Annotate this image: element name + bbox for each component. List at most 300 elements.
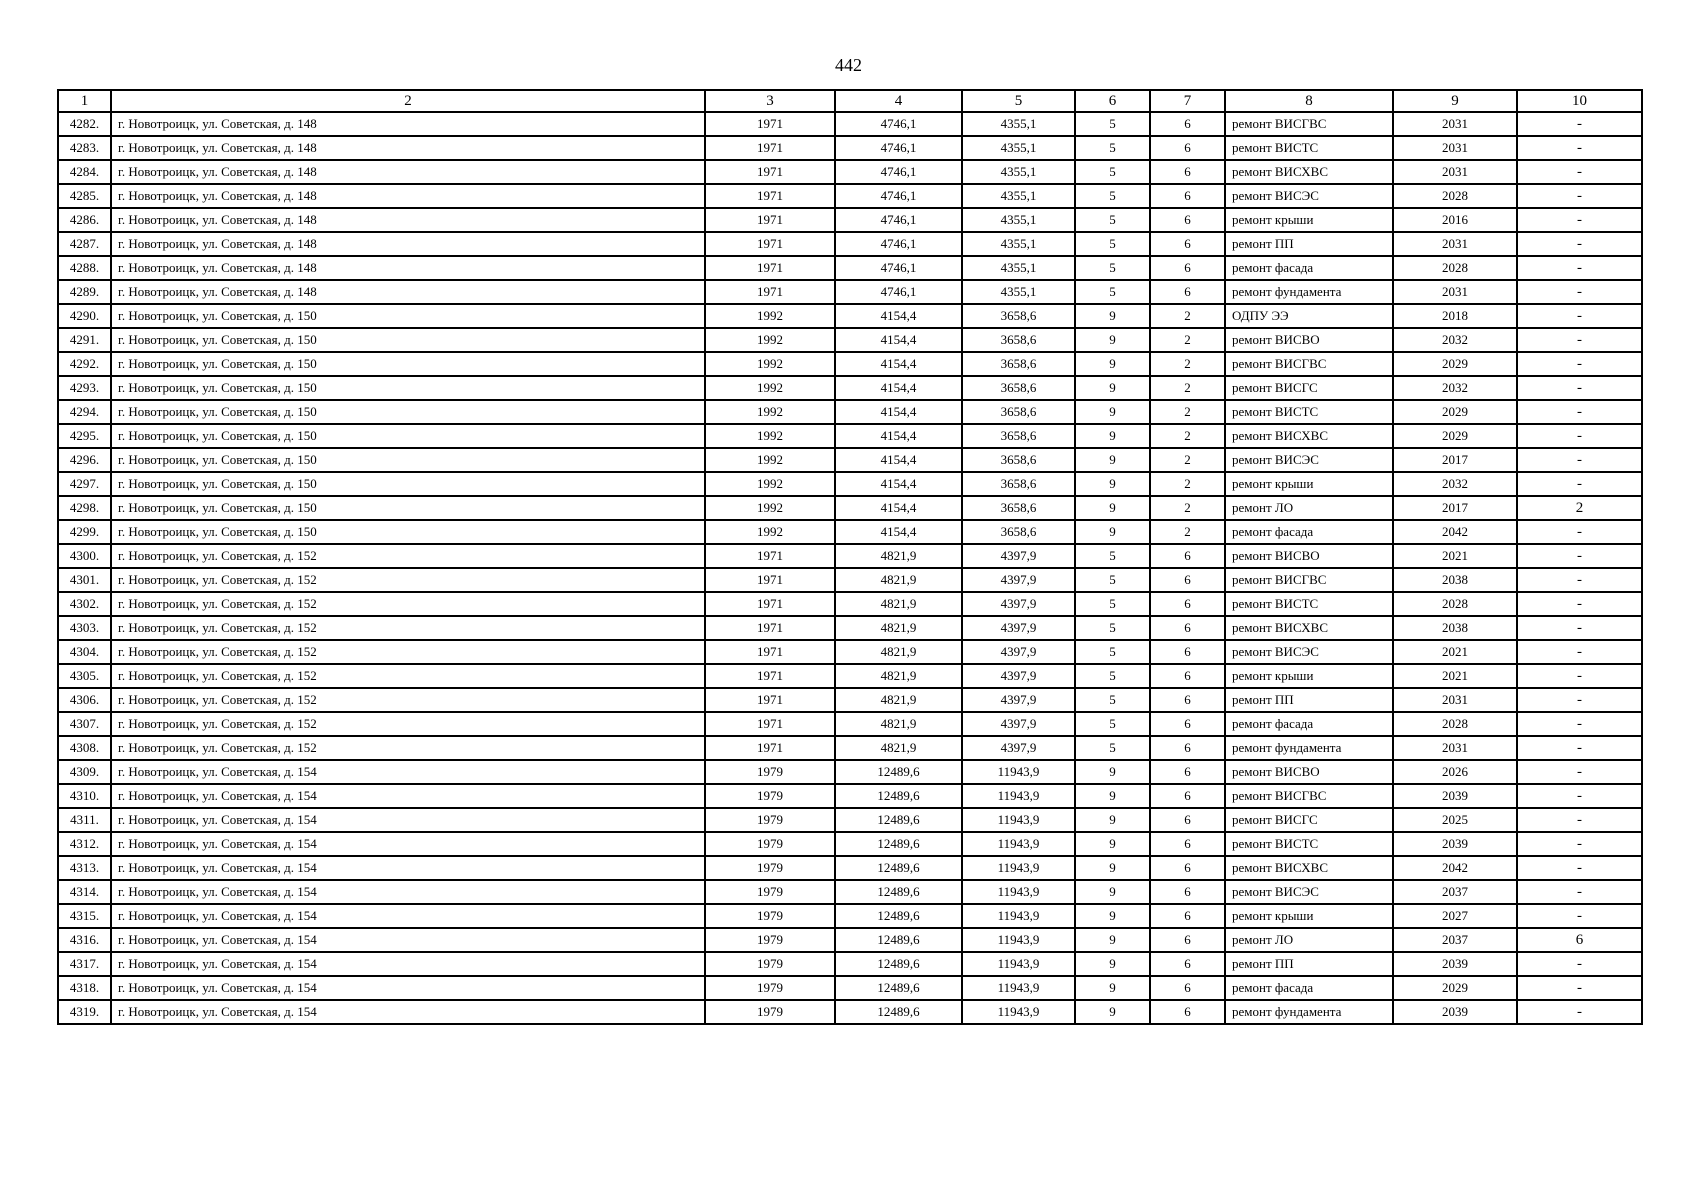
quantity-cell: - [1517, 472, 1642, 496]
planned-year-cell: 2031 [1393, 232, 1517, 256]
total-area-cell: 4821,9 [835, 640, 962, 664]
floors-cell: 9 [1075, 760, 1150, 784]
floors-cell: 5 [1075, 592, 1150, 616]
build-year-cell: 1971 [705, 184, 835, 208]
entrances-cell: 2 [1150, 448, 1225, 472]
total-area-cell: 12489,6 [835, 928, 962, 952]
entrances-cell: 6 [1150, 160, 1225, 184]
entrances-cell: 6 [1150, 784, 1225, 808]
floors-cell: 5 [1075, 640, 1150, 664]
total-area-cell: 4154,4 [835, 496, 962, 520]
quantity-cell: - [1517, 400, 1642, 424]
address-cell: г. Новотроицк, ул. Советская, д. 154 [111, 952, 705, 976]
quantity-cell: - [1517, 832, 1642, 856]
total-area-cell: 12489,6 [835, 976, 962, 1000]
floors-cell: 5 [1075, 208, 1150, 232]
living-area-cell: 4397,9 [962, 640, 1075, 664]
build-year-cell: 1971 [705, 232, 835, 256]
total-area-cell: 4746,1 [835, 232, 962, 256]
table-row [58, 280, 1642, 304]
floors-cell: 9 [1075, 520, 1150, 544]
floors-cell: 9 [1075, 352, 1150, 376]
total-area-cell: 4154,4 [835, 448, 962, 472]
planned-year-cell: 2029 [1393, 400, 1517, 424]
floors-cell: 5 [1075, 616, 1150, 640]
address-cell: г. Новотроицк, ул. Советская, д. 150 [111, 400, 705, 424]
quantity-cell: - [1517, 952, 1642, 976]
row-number-cell: 4297. [58, 472, 111, 496]
total-area-cell: 12489,6 [835, 832, 962, 856]
work-type-cell: ремонт крыши [1225, 664, 1393, 688]
table-row [58, 976, 1642, 1000]
column-header: 3 [705, 90, 835, 112]
planned-year-cell: 2029 [1393, 352, 1517, 376]
quantity-cell: - [1517, 256, 1642, 280]
total-area-cell: 4154,4 [835, 520, 962, 544]
build-year-cell: 1971 [705, 256, 835, 280]
total-area-cell: 12489,6 [835, 784, 962, 808]
build-year-cell: 1992 [705, 400, 835, 424]
build-year-cell: 1992 [705, 304, 835, 328]
row-number-cell: 4314. [58, 880, 111, 904]
floors-cell: 5 [1075, 568, 1150, 592]
living-area-cell: 11943,9 [962, 832, 1075, 856]
total-area-cell: 4746,1 [835, 184, 962, 208]
planned-year-cell: 2028 [1393, 712, 1517, 736]
row-number-cell: 4310. [58, 784, 111, 808]
quantity-cell: - [1517, 856, 1642, 880]
entrances-cell: 6 [1150, 256, 1225, 280]
table-row [58, 184, 1642, 208]
living-area-cell: 4355,1 [962, 256, 1075, 280]
table-row [58, 376, 1642, 400]
row-number-cell: 4303. [58, 616, 111, 640]
quantity-cell: - [1517, 736, 1642, 760]
entrances-cell: 6 [1150, 856, 1225, 880]
planned-year-cell: 2017 [1393, 496, 1517, 520]
living-area-cell: 4355,1 [962, 280, 1075, 304]
build-year-cell: 1992 [705, 352, 835, 376]
build-year-cell: 1971 [705, 712, 835, 736]
planned-year-cell: 2016 [1393, 208, 1517, 232]
floors-cell: 9 [1075, 376, 1150, 400]
quantity-cell: - [1517, 304, 1642, 328]
row-number-cell: 4290. [58, 304, 111, 328]
table-row [58, 784, 1642, 808]
row-number-cell: 4313. [58, 856, 111, 880]
planned-year-cell: 2028 [1393, 592, 1517, 616]
entrances-cell: 6 [1150, 808, 1225, 832]
row-number-cell: 4291. [58, 328, 111, 352]
work-type-cell: ремонт ВИСТС [1225, 832, 1393, 856]
build-year-cell: 1979 [705, 832, 835, 856]
living-area-cell: 4397,9 [962, 592, 1075, 616]
work-type-cell: ремонт ПП [1225, 952, 1393, 976]
work-type-cell: ремонт фасада [1225, 520, 1393, 544]
build-year-cell: 1971 [705, 592, 835, 616]
build-year-cell: 1992 [705, 328, 835, 352]
address-cell: г. Новотроицк, ул. Советская, д. 148 [111, 112, 705, 136]
quantity-cell: - [1517, 280, 1642, 304]
floors-cell: 5 [1075, 136, 1150, 160]
build-year-cell: 1971 [705, 136, 835, 160]
living-area-cell: 4355,1 [962, 112, 1075, 136]
work-type-cell: ремонт ВИСГВС [1225, 784, 1393, 808]
living-area-cell: 4397,9 [962, 736, 1075, 760]
row-number-cell: 4296. [58, 448, 111, 472]
total-area-cell: 4746,1 [835, 208, 962, 232]
quantity-cell: - [1517, 664, 1642, 688]
entrances-cell: 2 [1150, 352, 1225, 376]
address-cell: г. Новотроицк, ул. Советская, д. 148 [111, 280, 705, 304]
quantity-cell: - [1517, 592, 1642, 616]
floors-cell: 5 [1075, 256, 1150, 280]
quantity-cell: - [1517, 880, 1642, 904]
work-type-cell: ремонт ВИСТС [1225, 592, 1393, 616]
total-area-cell: 12489,6 [835, 1000, 962, 1024]
living-area-cell: 11943,9 [962, 1000, 1075, 1024]
address-cell: г. Новотроицк, ул. Советская, д. 150 [111, 424, 705, 448]
build-year-cell: 1971 [705, 664, 835, 688]
floors-cell: 9 [1075, 856, 1150, 880]
entrances-cell: 6 [1150, 616, 1225, 640]
work-type-cell: ремонт фундамента [1225, 736, 1393, 760]
build-year-cell: 1971 [705, 208, 835, 232]
row-number-cell: 4289. [58, 280, 111, 304]
quantity-cell: - [1517, 232, 1642, 256]
work-type-cell: ремонт ВИСГС [1225, 808, 1393, 832]
total-area-cell: 4821,9 [835, 664, 962, 688]
quantity-cell: 6 [1517, 928, 1642, 952]
table-row [58, 952, 1642, 976]
table-row [58, 592, 1642, 616]
floors-cell: 9 [1075, 928, 1150, 952]
entrances-cell: 6 [1150, 592, 1225, 616]
quantity-cell: 2 [1517, 496, 1642, 520]
table-row [58, 640, 1642, 664]
address-cell: г. Новотроицк, ул. Советская, д. 150 [111, 352, 705, 376]
work-type-cell: ремонт фундамента [1225, 1000, 1393, 1024]
planned-year-cell: 2042 [1393, 520, 1517, 544]
build-year-cell: 1979 [705, 928, 835, 952]
entrances-cell: 6 [1150, 712, 1225, 736]
row-number-cell: 4317. [58, 952, 111, 976]
living-area-cell: 4355,1 [962, 184, 1075, 208]
living-area-cell: 3658,6 [962, 496, 1075, 520]
quantity-cell: - [1517, 640, 1642, 664]
table-row [58, 448, 1642, 472]
row-number-cell: 4282. [58, 112, 111, 136]
entrances-cell: 6 [1150, 760, 1225, 784]
build-year-cell: 1992 [705, 520, 835, 544]
page-number: 442 [835, 55, 862, 75]
floors-cell: 5 [1075, 280, 1150, 304]
build-year-cell: 1979 [705, 952, 835, 976]
address-cell: г. Новотроицк, ул. Советская, д. 154 [111, 832, 705, 856]
build-year-cell: 1979 [705, 784, 835, 808]
row-number-cell: 4288. [58, 256, 111, 280]
table-row [58, 496, 1642, 520]
row-number-cell: 4300. [58, 544, 111, 568]
floors-cell: 9 [1075, 976, 1150, 1000]
planned-year-cell: 2037 [1393, 928, 1517, 952]
quantity-cell: - [1517, 112, 1642, 136]
work-type-cell: ремонт ВИСХВС [1225, 424, 1393, 448]
total-area-cell: 4821,9 [835, 616, 962, 640]
build-year-cell: 1979 [705, 1000, 835, 1024]
address-cell: г. Новотроицк, ул. Советская, д. 154 [111, 856, 705, 880]
total-area-cell: 12489,6 [835, 904, 962, 928]
floors-cell: 9 [1075, 952, 1150, 976]
row-number-cell: 4318. [58, 976, 111, 1000]
table-row [58, 880, 1642, 904]
table-row [58, 208, 1642, 232]
planned-year-cell: 2039 [1393, 784, 1517, 808]
entrances-cell: 6 [1150, 112, 1225, 136]
column-header: 10 [1517, 90, 1642, 112]
entrances-cell: 6 [1150, 976, 1225, 1000]
quantity-cell: - [1517, 544, 1642, 568]
total-area-cell: 4746,1 [835, 280, 962, 304]
entrances-cell: 6 [1150, 184, 1225, 208]
planned-year-cell: 2028 [1393, 256, 1517, 280]
floors-cell: 9 [1075, 448, 1150, 472]
build-year-cell: 1979 [705, 880, 835, 904]
planned-year-cell: 2032 [1393, 376, 1517, 400]
address-cell: г. Новотроицк, ул. Советская, д. 148 [111, 232, 705, 256]
table-row [58, 904, 1642, 928]
address-cell: г. Новотроицк, ул. Советская, д. 148 [111, 208, 705, 232]
address-cell: г. Новотроицк, ул. Советская, д. 152 [111, 664, 705, 688]
living-area-cell: 11943,9 [962, 952, 1075, 976]
total-area-cell: 4746,1 [835, 136, 962, 160]
total-area-cell: 4821,9 [835, 592, 962, 616]
column-header: 9 [1393, 90, 1517, 112]
floors-cell: 5 [1075, 232, 1150, 256]
address-cell: г. Новотроицк, ул. Советская, д. 152 [111, 688, 705, 712]
quantity-cell: - [1517, 352, 1642, 376]
quantity-cell: - [1517, 448, 1642, 472]
address-cell: г. Новотроицк, ул. Советская, д. 148 [111, 136, 705, 160]
planned-year-cell: 2031 [1393, 736, 1517, 760]
address-cell: г. Новотроицк, ул. Советская, д. 150 [111, 328, 705, 352]
address-cell: г. Новотроицк, ул. Советская, д. 152 [111, 616, 705, 640]
address-cell: г. Новотроицк, ул. Советская, д. 152 [111, 640, 705, 664]
entrances-cell: 2 [1150, 304, 1225, 328]
table-row [58, 856, 1642, 880]
planned-year-cell: 2031 [1393, 280, 1517, 304]
living-area-cell: 11943,9 [962, 904, 1075, 928]
work-type-cell: ремонт фасада [1225, 712, 1393, 736]
work-type-cell: ремонт ВИСГВС [1225, 568, 1393, 592]
quantity-cell: - [1517, 520, 1642, 544]
entrances-cell: 6 [1150, 736, 1225, 760]
build-year-cell: 1971 [705, 112, 835, 136]
total-area-cell: 4154,4 [835, 376, 962, 400]
table-row [58, 400, 1642, 424]
table-row [58, 1000, 1642, 1024]
work-type-cell: ремонт крыши [1225, 904, 1393, 928]
planned-year-cell: 2017 [1393, 448, 1517, 472]
quantity-cell: - [1517, 1000, 1642, 1024]
address-cell: г. Новотроицк, ул. Советская, д. 150 [111, 376, 705, 400]
entrances-cell: 2 [1150, 400, 1225, 424]
address-cell: г. Новотроицк, ул. Советская, д. 154 [111, 976, 705, 1000]
total-area-cell: 4154,4 [835, 328, 962, 352]
work-type-cell: ремонт ВИСХВС [1225, 160, 1393, 184]
planned-year-cell: 2039 [1393, 952, 1517, 976]
row-number-cell: 4306. [58, 688, 111, 712]
row-number-cell: 4301. [58, 568, 111, 592]
total-area-cell: 4154,4 [835, 424, 962, 448]
entrances-cell: 2 [1150, 496, 1225, 520]
living-area-cell: 11943,9 [962, 928, 1075, 952]
floors-cell: 9 [1075, 880, 1150, 904]
row-number-cell: 4292. [58, 352, 111, 376]
work-type-cell: ремонт ВИСЭС [1225, 880, 1393, 904]
entrances-cell: 6 [1150, 280, 1225, 304]
row-number-cell: 4305. [58, 664, 111, 688]
floors-cell: 9 [1075, 904, 1150, 928]
quantity-cell: - [1517, 184, 1642, 208]
row-number-cell: 4285. [58, 184, 111, 208]
table-row [58, 304, 1642, 328]
work-type-cell: ремонт ВИСЭС [1225, 448, 1393, 472]
planned-year-cell: 2031 [1393, 688, 1517, 712]
row-number-cell: 4293. [58, 376, 111, 400]
work-type-cell: ремонт ВИСВО [1225, 544, 1393, 568]
entrances-cell: 2 [1150, 520, 1225, 544]
work-type-cell: ремонт ВИСТС [1225, 400, 1393, 424]
address-cell: г. Новотроицк, ул. Советская, д. 148 [111, 160, 705, 184]
build-year-cell: 1979 [705, 808, 835, 832]
floors-cell: 5 [1075, 544, 1150, 568]
floors-cell: 9 [1075, 328, 1150, 352]
address-cell: г. Новотроицк, ул. Советская, д. 154 [111, 784, 705, 808]
floors-cell: 9 [1075, 808, 1150, 832]
address-cell: г. Новотроицк, ул. Советская, д. 148 [111, 184, 705, 208]
entrances-cell: 6 [1150, 664, 1225, 688]
living-area-cell: 4397,9 [962, 712, 1075, 736]
column-header: 5 [962, 90, 1075, 112]
quantity-cell: - [1517, 160, 1642, 184]
planned-year-cell: 2021 [1393, 544, 1517, 568]
work-type-cell: ремонт ВИСЭС [1225, 184, 1393, 208]
planned-year-cell: 2039 [1393, 1000, 1517, 1024]
address-cell: г. Новотроицк, ул. Советская, д. 150 [111, 496, 705, 520]
total-area-cell: 4746,1 [835, 112, 962, 136]
planned-year-cell: 2029 [1393, 424, 1517, 448]
floors-cell: 5 [1075, 712, 1150, 736]
planned-year-cell: 2039 [1393, 832, 1517, 856]
entrances-cell: 6 [1150, 544, 1225, 568]
floors-cell: 5 [1075, 112, 1150, 136]
work-type-cell: ремонт ВИСГС [1225, 376, 1393, 400]
total-area-cell: 4746,1 [835, 256, 962, 280]
row-number-cell: 4295. [58, 424, 111, 448]
living-area-cell: 11943,9 [962, 808, 1075, 832]
work-type-cell: ремонт фундамента [1225, 280, 1393, 304]
row-number-cell: 4307. [58, 712, 111, 736]
living-area-cell: 3658,6 [962, 448, 1075, 472]
total-area-cell: 12489,6 [835, 760, 962, 784]
planned-year-cell: 2021 [1393, 664, 1517, 688]
row-number-cell: 4304. [58, 640, 111, 664]
living-area-cell: 4355,1 [962, 232, 1075, 256]
quantity-cell: - [1517, 784, 1642, 808]
quantity-cell: - [1517, 688, 1642, 712]
work-type-cell: ремонт ПП [1225, 232, 1393, 256]
quantity-cell: - [1517, 808, 1642, 832]
living-area-cell: 3658,6 [962, 400, 1075, 424]
planned-year-cell: 2032 [1393, 328, 1517, 352]
living-area-cell: 3658,6 [962, 472, 1075, 496]
address-cell: г. Новотроицк, ул. Советская, д. 154 [111, 808, 705, 832]
table-row [58, 760, 1642, 784]
total-area-cell: 4821,9 [835, 544, 962, 568]
table-body [58, 112, 1642, 1024]
total-area-cell: 12489,6 [835, 808, 962, 832]
floors-cell: 9 [1075, 1000, 1150, 1024]
table-row [58, 928, 1642, 952]
entrances-cell: 6 [1150, 688, 1225, 712]
planned-year-cell: 2032 [1393, 472, 1517, 496]
total-area-cell: 12489,6 [835, 856, 962, 880]
quantity-cell: - [1517, 136, 1642, 160]
build-year-cell: 1971 [705, 640, 835, 664]
entrances-cell: 6 [1150, 1000, 1225, 1024]
row-number-cell: 4319. [58, 1000, 111, 1024]
build-year-cell: 1971 [705, 160, 835, 184]
build-year-cell: 1971 [705, 544, 835, 568]
entrances-cell: 6 [1150, 568, 1225, 592]
build-year-cell: 1971 [705, 736, 835, 760]
living-area-cell: 4397,9 [962, 616, 1075, 640]
living-area-cell: 4397,9 [962, 544, 1075, 568]
build-year-cell: 1992 [705, 376, 835, 400]
work-type-cell: ремонт ЛО [1225, 928, 1393, 952]
column-header: 4 [835, 90, 962, 112]
planned-year-cell: 2018 [1393, 304, 1517, 328]
work-type-cell: ремонт ЛО [1225, 496, 1393, 520]
entrances-cell: 2 [1150, 424, 1225, 448]
row-number-cell: 4284. [58, 160, 111, 184]
table-row [58, 232, 1642, 256]
build-year-cell: 1992 [705, 472, 835, 496]
table-row [58, 472, 1642, 496]
entrances-cell: 6 [1150, 136, 1225, 160]
row-number-cell: 4298. [58, 496, 111, 520]
build-year-cell: 1971 [705, 616, 835, 640]
work-type-cell: ремонт фасада [1225, 256, 1393, 280]
build-year-cell: 1971 [705, 688, 835, 712]
quantity-cell: - [1517, 328, 1642, 352]
living-area-cell: 3658,6 [962, 304, 1075, 328]
row-number-cell: 4308. [58, 736, 111, 760]
build-year-cell: 1979 [705, 904, 835, 928]
data-table [57, 89, 1643, 1025]
column-header: 1 [58, 90, 111, 112]
planned-year-cell: 2021 [1393, 640, 1517, 664]
living-area-cell: 3658,6 [962, 376, 1075, 400]
work-type-cell: ремонт крыши [1225, 472, 1393, 496]
address-cell: г. Новотроицк, ул. Советская, д. 154 [111, 1000, 705, 1024]
address-cell: г. Новотроицк, ул. Советская, д. 152 [111, 736, 705, 760]
living-area-cell: 3658,6 [962, 424, 1075, 448]
living-area-cell: 4355,1 [962, 160, 1075, 184]
living-area-cell: 11943,9 [962, 976, 1075, 1000]
work-type-cell: ремонт фасада [1225, 976, 1393, 1000]
